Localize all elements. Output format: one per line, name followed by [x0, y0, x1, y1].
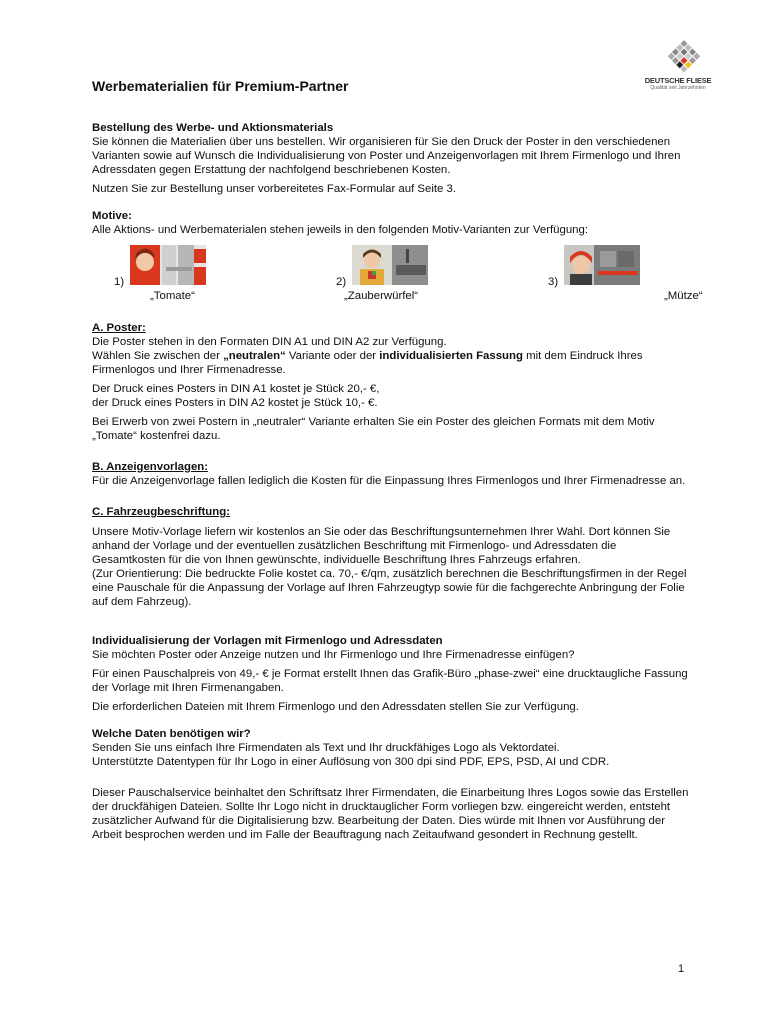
- motive-item-zauberwuerfel: [336, 245, 536, 309]
- motive-number: 2): [336, 276, 347, 288]
- poster-formats-paragraph: Die Poster stehen in den Formaten DIN A1 und DIN A2 zur Verfügung.: [92, 336, 447, 348]
- ads-paragraph: Für die Anzeigenvorlage fallen lediglich die Kosten für die Einpassung Ihres Firmenlogos und Ihrer Firmenadresse an.: [92, 475, 686, 487]
- service-paragraph: Dieser Pauschalservice beinhaltet den Schriftsatz Ihrer Firmendaten, die Einarbeitung Ihres Logos sowie das Erstellen der druckfähigen Dateien. Sollte Ihr Logo nicht in drucktauglicher Form vorliegen bzw. eingereicht werden, entsteht zusätzlicher Aufwand für die Digitalisierung bzw. Bearbeitung der Daten. Dies würde mit Ihnen vor Ausführung der Arbeit besprochen werden und im Falle der Beauftragung nach Zeitaufwand gesondert in Rechnung gestellt.: [92, 787, 689, 841]
- poster-offer-paragraph: Bei Erwerb von zwei Postern in „neutraler“ Variante erhalten Sie ein Poster des gleichen Formats mit dem Motiv „Tomate“ kostenfrei dazu.: [92, 416, 655, 442]
- motive-number: 1): [114, 276, 125, 288]
- motive-list: [92, 245, 703, 309]
- motive-caption: „Mütze“: [664, 290, 703, 302]
- motive-number: 3): [548, 276, 559, 288]
- motive-image-tomate: [130, 245, 206, 285]
- motive-image-muetze: [564, 245, 640, 285]
- motive-item-tomate: [114, 245, 314, 309]
- ads-heading: B. Anzeigenvorlagen:: [92, 461, 209, 473]
- poster-variant-paragraph: Wählen Sie zwischen der „neutralen“ Variante oder der individualisierten Fassung mit dem Eindruck Ihres Firmenlogos und Ihrer Firmenadresse.: [92, 350, 643, 376]
- vehicle-orientation-paragraph: (Zur Orientierung: Die bedruckte Folie kostet ca. 70,- €/qm, zusätzlich berechnen die Beschriftungsfirmen in der Regel eine Pauschale für die Anpassung der Vorlage auf Ihren Fahrzeugtyp sowie für die fachgerechte Anbringung der Folie auf dem Fahrzeug).: [92, 568, 687, 608]
- page-title: Werbematerialien für Premium-Partner: [92, 78, 349, 94]
- motive-image-zauberwuerfel: [352, 245, 428, 285]
- order-heading: Bestellung des Werbe- und Aktionsmaterials: [92, 122, 334, 134]
- data-needed-paragraph: Senden Sie uns einfach Ihre Firmendaten als Text und Ihr druckfähiges Logo als Vektordatei. Unterstützte Datentypen für Ihr Logo in einer Auflösung von 300 dpi sind PDF, EPS, PSD, AI und CDR.: [92, 742, 610, 768]
- poster-price-paragraph: [92, 382, 692, 410]
- order-fax-paragraph: Nutzen Sie zur Bestellung unser vorbereitetes Fax-Formular auf Seite 3.: [92, 183, 457, 195]
- logo-subtitle: Qualität seit Jahrzehnten: [650, 85, 706, 91]
- tile-grid-logo-icon: [666, 40, 702, 74]
- page-number: 1: [678, 963, 685, 975]
- neutral-variant-label: „neutralen“: [223, 350, 286, 362]
- order-paragraph: Sie können die Materialien über uns bestellen. Wir organisieren für Sie den Druck der Poster in den verschiedenen Varianten sowie auf Wunsch die Individualisierung von Poster und Anzeigenvorlagen mit Ihrem Firmenlogo und Ihren Adressdaten gegen Erstattung der nachfolgend beschriebenen Kosten.: [92, 136, 681, 176]
- price-a1: Der Druck eines Posters in DIN A1 kostet je Stück 20,- €,: [92, 383, 380, 395]
- poster-heading: A. Poster:: [92, 322, 146, 334]
- motive-caption: „Tomate“: [150, 290, 195, 302]
- individual-question: Sie möchten Poster oder Anzeige nutzen und Ihr Firmenlogo und Ihre Firmenadresse einfügen?: [92, 649, 575, 661]
- motives-heading: Motive:: [92, 210, 132, 222]
- vehicle-heading: C. Fahrzeugbeschriftung:: [92, 506, 230, 518]
- vehicle-paragraph: Unsere Motiv-Vorlage liefern wir kostenlos an Sie oder das Beschriftungsunternehmen Ihrer Wahl. Dort können Sie anhand der Vorlage und der eventuellen zusätzlichen Beschriftung mit Firmenlogo- und Adressdaten die Gesamtkosten für die von Ihnen gewünschte, individuelle Beschriftung Ihres Fahrzeugs erfahren.: [92, 526, 671, 566]
- motive-item-muetze: [548, 245, 748, 309]
- individual-price-paragraph: Für einen Pauschalpreis von 49,- € je Format erstellt Ihnen das Grafik-Büro „phase-zwei“ eine drucktaugliche Fassung der Vorlage mit Ihren Firmenangaben.: [92, 668, 688, 694]
- logo-name: DEUTSCHE FLIESE: [644, 76, 712, 85]
- document-body: [92, 121, 703, 847]
- individual-files-paragraph: Die erforderlichen Dateien mit Ihrem Firmenlogo und den Adressdaten stellen Sie zur Verfügung.: [92, 701, 579, 713]
- individual-variant-label: individualisierten Fassung: [379, 350, 523, 362]
- company-logo: [638, 40, 718, 98]
- data-needed-heading: Welche Daten benötigen wir?: [92, 728, 251, 740]
- price-a2: der Druck eines Posters in DIN A2 kostet je Stück 10,- €.: [92, 397, 378, 409]
- motives-intro: Alle Aktions- und Werbematerialen stehen jeweils in den folgenden Motiv-Varianten zur Verfügung:: [92, 224, 588, 236]
- individual-heading: Individualisierung der Vorlagen mit Firmenlogo und Adressdaten: [92, 635, 443, 647]
- motive-caption: „Zauberwürfel“: [344, 290, 419, 302]
